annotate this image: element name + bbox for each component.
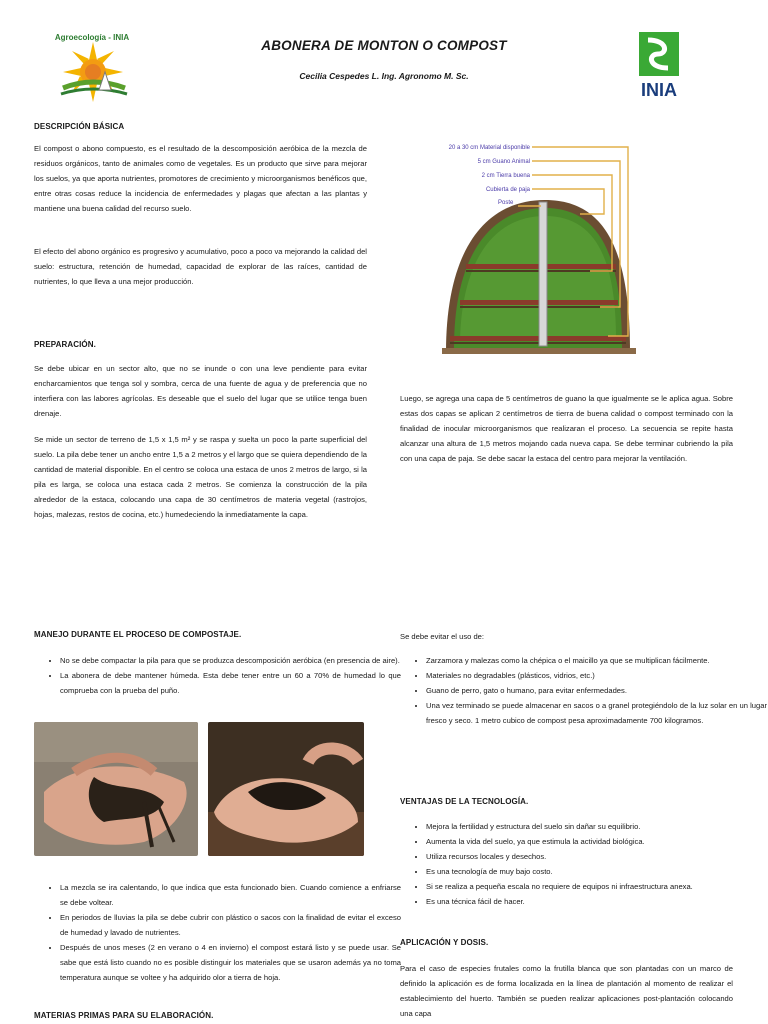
aplicacion-paragraph-1: Para el caso de especies frutales como la frutilla blanca que son plantadas con un marco de definido la aplicación es de forma localizada en la línea de plantación al momento de realizar el establecimiento del huerto. También se pueden realizar aplicaciones post-plantación colocando una capa [400, 964, 733, 1018]
svg-text:20 a 30 cm Material disponible: 20 a 30 cm Material disponible [448, 145, 530, 151]
materias-heading: MATERIAS PRIMAS PARA SU ELABORACIÓN. [34, 1011, 214, 1020]
preparacion-heading: PREPARACIÓN. [34, 340, 96, 349]
inia-logo [636, 32, 682, 100]
manejo-list-2 [34, 880, 401, 985]
descripcion-paragraph-1: El compost o abono compuesto, es el resultado de la descomposición aeróbica de la mezcla de residuos orgánicos, tanto de animales como de vegetales. Es un producto que sirve para mejorar los suelos, ya que aporta nutrientes, promotores de crecimiento y microorganismos benéficos que, entre otras cosas reduce la incidencia de enfermedades y plagas que afectan a las plantas y mantiene una buena calidad del recurso suelo. [34, 144, 367, 213]
ventajas-heading: VENTAJAS DE LA TECNOLOGÍA. [400, 797, 529, 806]
list-item: • Materiales no degradables (plásticos, vidrios, etc.) [426, 668, 767, 683]
list-item: • Si se realiza a pequeña escala no requiere de equipos ni infraestructura anexa. [426, 879, 767, 894]
svg-text:2 cm Tierra buena: 2 cm Tierra buena [481, 173, 530, 179]
list-item: • La mezcla se ira calentando, lo que indica que esta funcionado bien. Cuando comience a enfriarse se debe voltear. [60, 880, 401, 910]
manejo-list-1 [34, 653, 401, 698]
list-item: • Guano de perro, gato o humano, para evitar enfermedades. [426, 683, 767, 698]
svg-text:5 cm Guano Animal: 5 cm Guano Animal [477, 159, 530, 165]
author-line: Cecilia Cespedes L. Ing. Agronomo M. Sc. [299, 71, 469, 81]
compost-pile-diagram [440, 140, 645, 355]
preparacion-paragraph-1: Se debe ubicar en un sector alto, que no se inunde o con una leve pendiente para evitar encharcamientos que tenga sol y sombra, cerca de una fuente de agua y de preferencia que no interfiera con las labores agrícolas. Es deseable que el suelo del lugar que se utilice tenga buen drenaje. [34, 364, 367, 418]
page-title: ABONERA DE MONTON O COMPOST [261, 38, 507, 53]
aplicacion-heading: APLICACIÓN Y DOSIS. [400, 938, 489, 947]
svg-text:Cubierta de paja: Cubierta de paja [485, 187, 530, 193]
soil-hand-photo-1 [34, 722, 198, 856]
list-item: • Es una tecnología de muy bajo costo. [426, 864, 767, 879]
evitar-list [400, 653, 767, 728]
list-item: • En periodos de lluvias la pila se debe cubrir con plástico o sacos con la finalidad de evitar el exceso de humedad y lavado de nutrientes. [60, 910, 401, 940]
descripcion-paragraph-2: El efecto del abono orgánico es progresivo y acumulativo, poco a poco va mejorando la calidad del suelo: estructura, retención de humedad, capacidad de explorar de las raíces, cantidad de nutrientes, lo que lleva a una mejor producción. [34, 247, 367, 286]
preparacion-paragraph-3: Luego, se agrega una capa de 5 centímetros de guano la que igualmente se le aplica agua. Sobre estas dos capas se aplican 2 centímetros de tierra de buena calidad o compost terminado con la finalidad de inocular microorganismos que realizaran el proceso. La secuencia se repite hasta alcanzar una altura de 1,5 metros mojando cada nueva capa. Se debe terminar cubriendo la pila con una capa de paja. Se debe sacar la estaca del centro para mejorar la ventilación. [400, 394, 733, 463]
manejo-heading: MANEJO DURANTE EL PROCESO DE COMPOSTAJE. [34, 630, 242, 639]
list-item: • Zarzamora y malezas como la chépica o el maicillo ya que se multiplican fácilmente. [426, 653, 767, 668]
svg-text:Agroecología - INIA: Agroecología - INIA [54, 33, 130, 42]
svg-text:Poste: Poste [498, 200, 514, 206]
preparacion-paragraph-2: Se mide un sector de terreno de 1,5 x 1,5 m² y se raspa y suelta un poco la parte superficial del suelo. La pila debe tener un ancho entre 1,5 a 2 metros y el largo que se quiera dependiendo de la cantidad de material disponible. En el centro se coloca una estaca de unos 2 metros de largo, si la pila es larga, se coloca una estaca cada 2 metros. Se comienza la construcción de la pila alrededor de la estaca, colocando una capa de 30 centímetros de materia vegetal (rastrojos, hojas, malezas, restos de cocina, etc.) humedeciendo la inmediatamente la capa. [34, 435, 367, 519]
list-item: • Mejora la fertilidad y estructura del suelo sin dañar su equilibrio. [426, 819, 767, 834]
evitar-intro: Se debe evitar el uso de: [400, 632, 485, 641]
list-item: • Una vez terminado se puede almacenar en sacos o a granel protegiéndolo de la luz solar en un lugar fresco y seco. 1 metro cubico de compost pesa aproximadamente 700 kilogramos. [426, 698, 767, 728]
list-item: • Es una técnica fácil de hacer. [426, 894, 767, 909]
list-item: • No se debe compactar la pila para que se produzca descomposición aeróbica (en presencia de aire). [60, 653, 401, 668]
list-item: • Utiliza recursos locales y desechos. [426, 849, 767, 864]
list-item: • Después de unos meses (2 en verano o 4 en invierno) el compost estará listo y se puede usar. Se sabe que está listo cuando no es posible distinguir los materiales que se usaron además ya no toma temperatura aunque se voltee y ha adquirido olor a tierra de hoja. [60, 940, 401, 985]
descripcion-heading: DESCRIPCIÓN BÁSICA [34, 122, 125, 131]
soil-hand-photo-2 [208, 722, 364, 856]
list-item: • La abonera de debe mantener húmeda. Esta debe tener entre un 60 a 70% de humedad lo que comprueba con la prueba del puño. [60, 668, 401, 698]
ventajas-list [400, 819, 767, 909]
list-item: • Aumenta la vida del suelo, ya que estimula la actividad biológica. [426, 834, 767, 849]
svg-text:INIA: INIA [641, 80, 677, 100]
